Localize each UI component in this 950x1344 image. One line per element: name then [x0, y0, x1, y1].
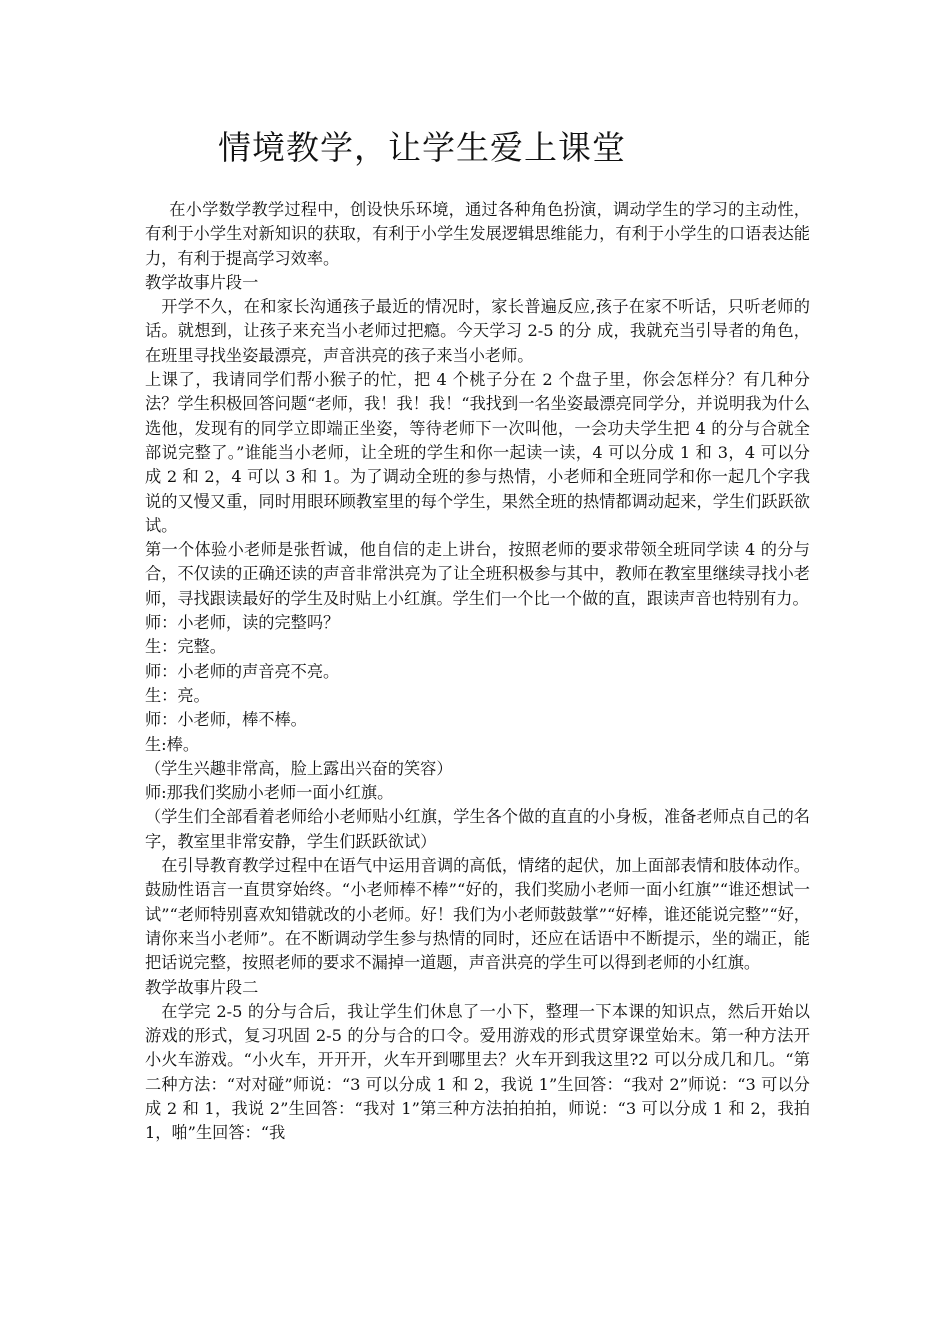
dialog-line: 生:棒。 — [145, 734, 200, 754]
dialog-line: 师：小老师的声音亮不亮。 — [145, 661, 340, 681]
document-title: 情境教学，让学生爱上课堂 — [218, 128, 626, 167]
story1-paragraph-3: 第一个体验小老师是张哲诚，他自信的走上讲台，按照老师的要求带领全班同学读 4 的分与合，不仅读的正确还读的声音非常洪亮为了让全班积极参与其中，教师在教室里继续寻找小老师，寻找跟读最好的学生及时贴上小红旗。学生们一个比一个做的直，跟读声音也特别有力。 — [145, 540, 810, 608]
intro-paragraph: 在小学数学教学过程中，创设快乐环境，通过各种角色扮演，调动学生的学习的主动性，有利于小学生对新知识的获取，有利于小学生发展逻辑思维能力，有利于小学生的口语表达能力，有利于提高学习效率。 — [145, 200, 810, 268]
dialog-line: 师：小老师，棒不棒。 — [145, 710, 307, 730]
dialog-line: 师：小老师，读的完整吗？ — [145, 613, 340, 633]
dialog-line: 生：亮。 — [145, 685, 210, 705]
story1-paragraph-1: 开学不久，在和家长沟通孩子最近的情况时，家长普遍反应,孩子在家不听话，只听老师的话。就想到，让孩子来充当小老师过把瘾。今天学习 2-5 的分 成，我就充当引导者的角色，在班里寻找坐姿最漂亮，声音洪亮的孩子来当小老师。 — [145, 297, 810, 365]
story2-paragraph-1: 在学完 2-5 的分与合后，我让学生们休息了一小下，整理一下本课的知识点，然后开始以游戏的形式，复习巩固 2-5 的分与合的口令。爱用游戏的形式贯穿课堂始末。第一种方法开小火车游戏。“小火车，开开开，火车开到哪里去？火车开到我这里?2 可以分成几和几。“第二种方法：“对对碰”师说：“3 可以分成 1 和 2，我说 1”生回答：“我对 2”师说：“3 可以分成 2 和 1，我说 2”生回答：“我对 1”第三种方法拍拍拍，师说：“3 可以分成 1 和 2，我拍 1，啪”生回答：“我 — [145, 1001, 810, 1143]
section-heading-2: 教学故事片段二 — [145, 977, 259, 997]
story1-paragraph-4: 在引导教育教学过程中在语气中运用音调的高低，情绪的起伏，加上面部表情和肢体动作。鼓励性语言一直贯穿始终。“小老师棒不棒”“好的，我们奖励小老师一面小红旗”“谁还想试一试”“老师特别喜欢知错就改的小老师。好！我们为小老师鼓鼓掌”“好棒，谁还能说完整”“好，请你来当小老师”。在不断调动学生参与热情的同时，还应在话语中不断提示，坐的端正，能把话说完整，按照老师的要求不漏掉一道题，声音洪亮的学生可以得到老师的小红旗。 — [145, 856, 810, 973]
story1-note: （学生们全部看着老师给小老师贴小红旗，学生各个做的直直的小身板，准备老师点自己的名字，教室里非常安静，学生们跃跃欲试） — [145, 807, 810, 851]
document-body — [145, 198, 810, 1146]
dialog-line: 生：完整。 — [145, 637, 226, 657]
dialog-line: （学生兴趣非常高，脸上露出兴奋的笑容） — [145, 758, 453, 778]
story1-paragraph-2: 上课了，我请同学们帮小猴子的忙，把 4 个桃子分在 2 个盘子里，你会怎样分？有几种分法？学生积极回答问题“老师，我！我！我！“我找到一名坐姿最漂亮同学分，并说明我为什么选他，发现有的同学立即端正坐姿，等待老师下一次叫他，一会功夫学生把 4 的分与合就全部说完整了。”谁能当小老师，让全班的学生和你一起读一读，4 可以分成 1 和 3，4 可以分成 2 和 2，4 可以 3 和 1。为了调动全班的参与热情，小老师和全班同学和你一起几个字我说的又慢又重，同时用眼环顾教室里的每个学生，果然全班的热情都调动起来，学生们跃跃欲试。 — [145, 370, 810, 535]
dialog-line: 师:那我们奖励小老师一面小红旗。 — [145, 783, 394, 803]
section-heading-1: 教学故事片段一 — [145, 272, 259, 292]
